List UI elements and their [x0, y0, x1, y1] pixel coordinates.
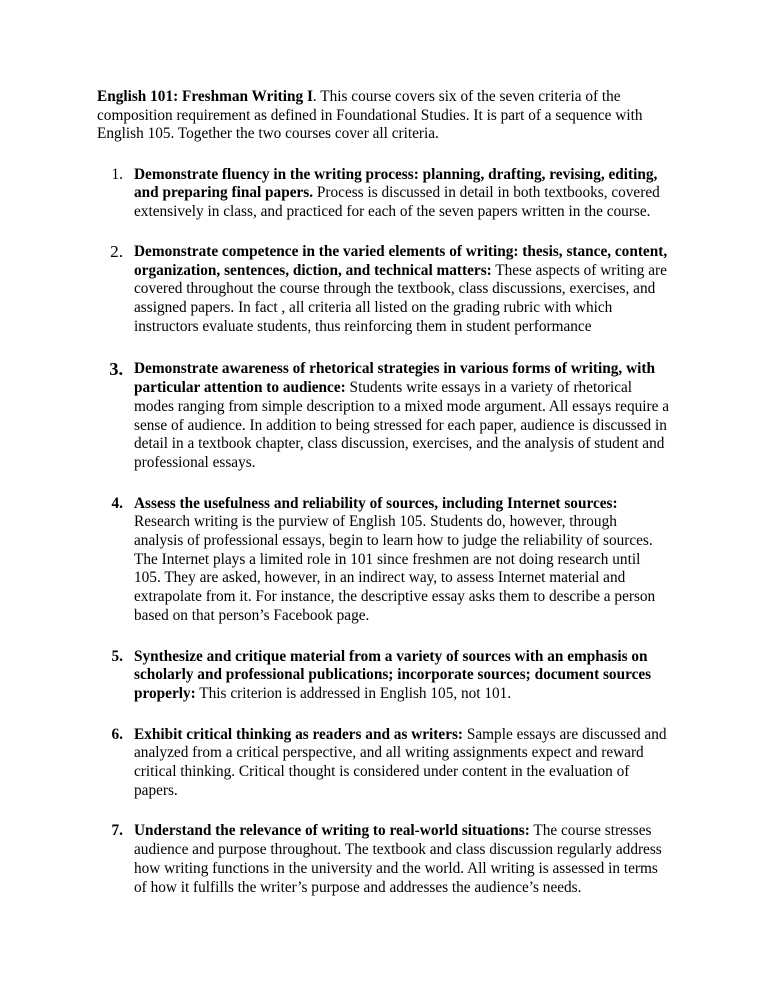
list-item-body: The course stresses audience and purpose throughout. The textbook and class discussion regularly address how writing functions in the university and the world. All writing is assessed in terms of how it fulfills the writer’s purpose and addresses the audience’s needs. [134, 822, 662, 896]
list-item [97, 243, 669, 337]
list-item-lead: Synthesize and critique material from a variety of sources with an emphasis on scholarly and professional publications; incorporate sources; document sources properly: [134, 647, 652, 702]
list-item [97, 495, 669, 626]
criteria-list [97, 166, 669, 898]
list-item-body: This criterion is addressed in English 105, not 101. [195, 684, 512, 702]
list-item-lead: Exhibit critical thinking as readers and as writers: [134, 725, 464, 743]
list-item-lead: Demonstrate fluency in the writing process: planning, drafting, revising, editing, and preparing final papers. [134, 165, 658, 202]
list-item [97, 360, 669, 472]
list-item [97, 166, 669, 222]
list-item-body: Students write essays in a variety of rhetorical modes ranging from simple description to a mixed mode argument. All essays require a sense of audience. In addition to being stressed for each paper, audience is discussed in detail in a textbook chapter, class discussion, exercises, and the analysis of student and professional essays. [134, 379, 669, 471]
list-item-lead: Demonstrate awareness of rhetorical strategies in various forms of writing, with particular attention to audience: [134, 360, 655, 397]
document-body [97, 88, 669, 897]
list-item-marker: 7. [111, 822, 123, 840]
list-item-marker: 2. [110, 241, 123, 261]
list-item-body: These aspects of writing are covered throughout the course through the textbook, class discussions, exercises, and assigned papers. In fact , all criteria all listed on the grading rubric with which instructors evaluate students, thus reinforcing them in student performance [134, 261, 667, 335]
list-item [97, 648, 669, 704]
list-item-body: Sample essays are discussed and analyzed from a critical perspective, and all writing assignments expect and reward critical thinking. Critical thought is considered under content in the evaluation of papers. [134, 725, 667, 799]
list-item-body: Research writing is the purview of English 105. Students do, however, through analysis of professional essays, begin to learn how to judge the reliability of sources. The Internet plays a limited role in 101 since freshmen are not doing research until 105. They are asked, however, in an indirect way, to assess Internet material and extrapolate from it. For instance, the descriptive essay asks them to describe a person based on that person’s Facebook page. [134, 513, 656, 624]
list-item-marker: 4. [111, 494, 123, 512]
list-item-marker: 6. [111, 725, 123, 743]
list-item [97, 822, 669, 897]
intro-paragraph [97, 88, 669, 144]
list-item [97, 726, 669, 801]
list-item-marker: 1. [111, 165, 123, 183]
list-item-lead: Understand the relevance of writing to real-world situations: [134, 822, 530, 840]
list-item-marker: 3. [109, 359, 123, 380]
intro-text: . This course covers six of the seven criteria of the composition requirement as defined in Foundational Studies. It is part of a sequence with English 105. Together the two courses cover all criteria. [97, 88, 643, 143]
list-item-marker: 5. [111, 647, 123, 665]
list-item-lead: Demonstrate competence in the varied elements of writing: thesis, stance, content, organization, sentences, diction, and technical matters: [134, 242, 668, 279]
course-title: English 101: Freshman Writing I [97, 88, 313, 105]
list-item-body: Process is discussed in detail in both textbooks, covered extensively in class, and practiced for each of the seven papers written in the course. [134, 184, 660, 221]
list-item-lead: Assess the usefulness and reliability of sources, including Internet sources: [134, 494, 618, 512]
